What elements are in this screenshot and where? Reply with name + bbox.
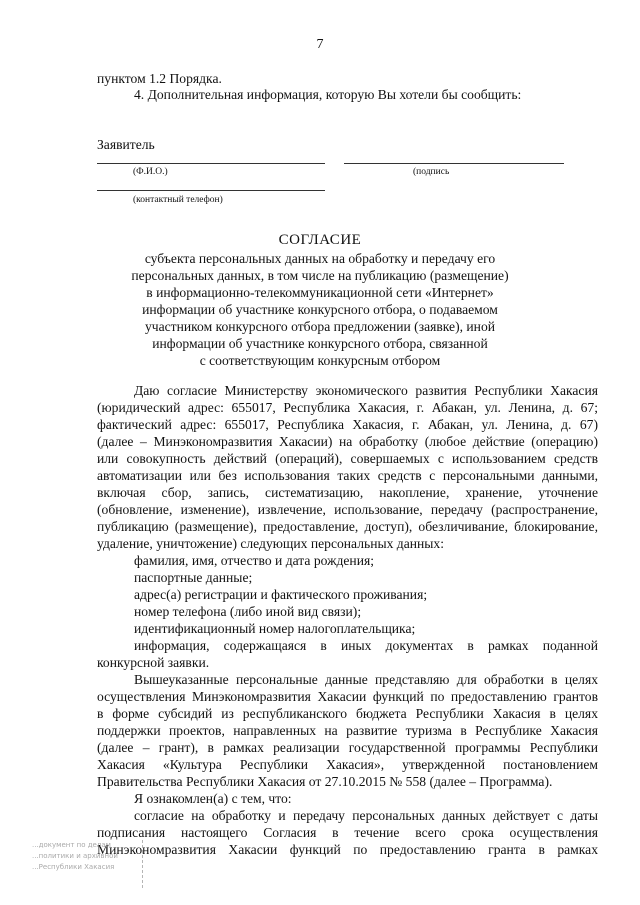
body-line: или совокупность действий (операций), совершаемых с использованием средств (97, 451, 598, 466)
intro-line-2: 4. Дополнительная информация, которую Вы хотели бы сообщить: (134, 87, 522, 102)
body-line: (далее – Минэкономразвития Хакасии) на обработку (любое действие (операцию) (97, 434, 598, 449)
phone-line (97, 190, 325, 191)
list-item: идентификационный номер налогоплательщика; (134, 621, 416, 636)
stamp-line: ...Республики Хакасия (32, 863, 115, 871)
applicant-label: Заявитель (97, 137, 155, 152)
subtitle-line: персональных данных, в том числе на публикацию (размещение) (131, 268, 509, 283)
subtitle-line: с соответствующим конкурсным отбором (199, 353, 441, 368)
body-line: удаление, уничтожение) следующих персональных данных: (97, 536, 444, 551)
body-line: конкурсной заявки. (97, 655, 210, 670)
body-line: Я ознакомлен(а) с тем, что: (134, 791, 292, 806)
body-line: согласие на обработку и передачу персональных данных действует с даты (134, 808, 598, 823)
list-item: информация, содержащаяся в иных документах в рамках поданной (134, 638, 598, 653)
body-line: фактический адрес: 655017, Республика Хакасия, г. Абакан, ул. Ленина, д. 67) (97, 417, 598, 432)
archive-stamp (30, 840, 143, 888)
body-line: осуществления Минэкономразвития Хакасии функций по предоставлению грантов (97, 689, 598, 704)
list-item: фамилия, имя, отчество и дата рождения; (134, 553, 375, 568)
consent-title: СОГЛАСИЕ (278, 232, 362, 248)
subtitle-line: информации об участнике конкурсного отбора, о подаваемом (142, 302, 498, 317)
subtitle-line: субъекта персональных данных на обработку и передачу его (144, 251, 496, 266)
body-line: публикацию (размещение), предоставление, доступ), обезличивание, блокирование, (97, 519, 598, 534)
list-item: адрес(а) регистрации и фактического проживания; (134, 587, 428, 602)
body-line: автоматизации или без использования таких средств с персональными данными, (97, 468, 598, 483)
signature-caption: (подпись (413, 167, 450, 177)
subtitle-line: в информационно-телекоммуникационной сети «Интернет» (146, 285, 494, 300)
fio-caption: (Ф.И.О.) (133, 167, 168, 177)
phone-caption: (контактный телефон) (133, 195, 223, 205)
body-line: (далее – грант), в рамках реализации государственной программы Республики (97, 740, 598, 755)
stamp-line: ...документ по делам (32, 841, 111, 849)
body-line: подписания настоящего Согласия в течение всего срока осуществления (97, 825, 598, 840)
body-line: Правительства Республики Хакасия от 27.10.2015 № 558 (далее – Программа). (97, 774, 553, 789)
list-item: номер телефона (либо иной вид связи); (134, 604, 362, 619)
list-item: паспортные данные; (134, 570, 253, 585)
subtitle-line: участником конкурсного отбора предложении (заявке), иной (144, 319, 496, 334)
body-line: (обновление, изменение), извлечение, использование, передачу (распространение, (97, 502, 598, 517)
subtitle-line: информации об участнике конкурсного отбора, связанной (152, 336, 488, 351)
fio-signature-line (97, 163, 325, 164)
page-number: 7 (316, 37, 324, 52)
signature-line (344, 163, 564, 164)
intro-line-1: пунктом 1.2 Порядка. (97, 71, 222, 86)
body-line: Вышеуказанные персональные данные представляю для обработки в целях (134, 672, 598, 687)
body-line: Минэкономразвития Хакасии функций по предоставлению гранта в рамках (97, 842, 598, 857)
body-line: Даю согласие Министерству экономического развития Республики Хакасия (134, 383, 598, 398)
body-line: поддержки проектов, направленных на развитие туризма в Республике Хакасия (97, 723, 598, 738)
body-line: (юридический адрес: 655017, Республика Хакасия, г. Абакан, ул. Ленина, д. 67; (97, 400, 598, 415)
stamp-line: ...политики и архивной (32, 852, 118, 860)
body-line: в форме субсидий из республиканского бюджета Республики Хакасия в целях (97, 706, 598, 721)
body-line: Хакасия «Культура Республики Хакасия», утвержденной постановлением (97, 757, 598, 772)
body-line: включая сбор, запись, систематизацию, накопление, хранение, уточнение (97, 485, 598, 500)
